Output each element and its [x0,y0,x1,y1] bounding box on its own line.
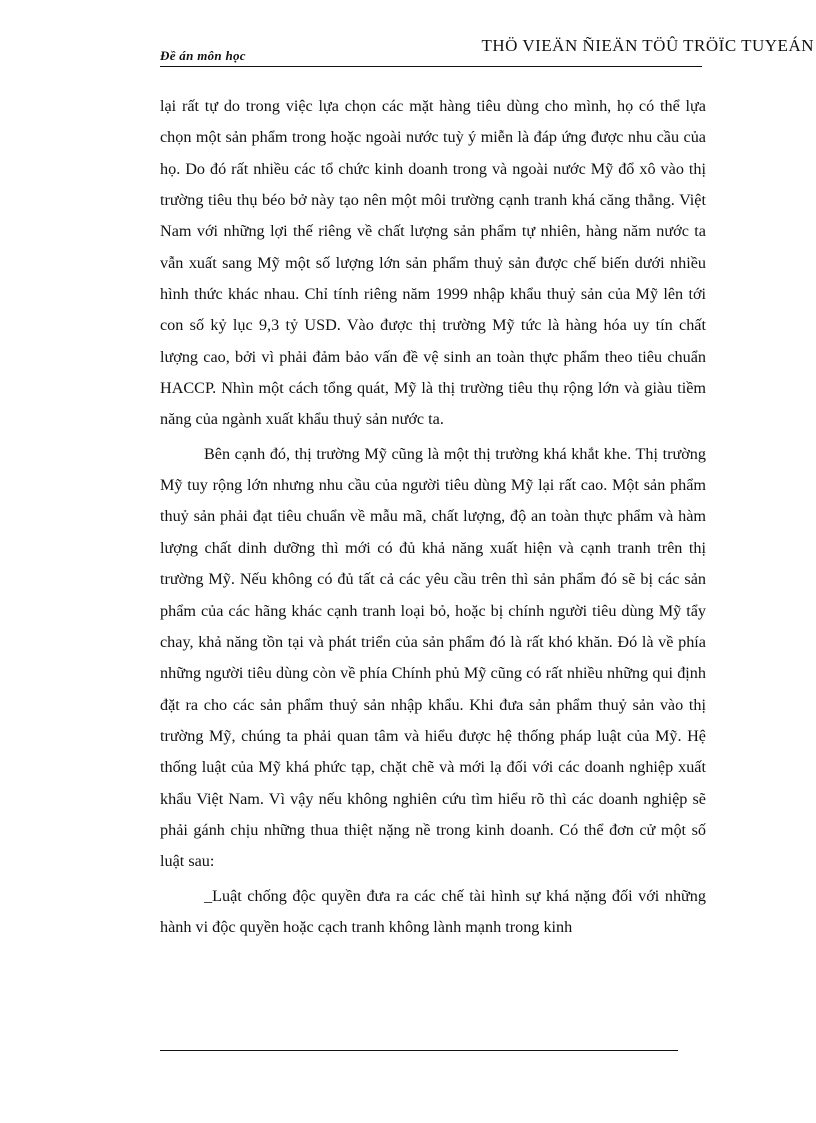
footer-divider [160,1050,678,1051]
body-text [160,91,706,943]
paragraph-market-strictness: Bên cạnh đó, thị trường Mỹ cũng là một thị trường khá khắt khe. Thị trường Mỹ tuy rộng lớn nhưng nhu cầu của người tiêu dùng Mỹ lại rất cao. Một sản phẩm thuỷ sản phải đạt tiêu chuẩn về mẫu mã, chất lượng, độ an toàn thực phẩm và hàm lượng chất dinh dưỡng thì mới có đủ khả năng xuất hiện và cạnh tranh trên thị trường Mỹ. Nếu không có đủ tất cả các yêu cầu trên thì sản phẩm đó sẽ bị các sản phẩm của các hãng khác cạnh tranh loại bỏ, hoặc bị chính người tiêu dùng Mỹ tẩy chay, khả năng tồn tại và phát triển của sản phẩm đó là rất khó khăn. Đó là về phía những người tiêu dùng còn về phía Chính phủ Mỹ cũng có rất nhiều những qui định đặt ra cho các sản phẩm thuỷ sản nhập khẩu. Khi đưa sản phẩm thuỷ sản vào thị trường Mỹ, chúng ta phải quan tâm và hiểu được hệ thống pháp luật của Mỹ. Hệ thống luật của Mỹ khá phức tạp, chặt chẽ và mới lạ đối với các doanh nghiệp xuất khẩu Việt Nam. Vì vậy nếu không nghiên cứu tìm hiểu rõ thì các doanh nghiệp sẽ phải gánh chịu những thua thiệt nặng nề trong kinh doanh. Có thể đơn cử một số luật sau: [160,444,706,871]
header-library-title: THÖ VIEÄN ÑIEÄN TÖÛ TRÖÏC TUYEÁN [481,36,814,55]
header-course-title: Đề án môn học [160,48,246,63]
paragraph-continuation: lại rất tự do trong việc lựa chọn các mặt hàng tiêu dùng cho mình, họ có thể lựa chọn một sản phẩm trong hoặc ngoài nước tuỳ ý miễn là đáp ứng được nhu cầu của họ. Do đó rất nhiều các tổ chức kinh doanh trong và ngoài nước Mỹ đổ xô vào thị trường tiêu thụ béo bở này tạo nên một môi trường cạnh tranh khá căng thẳng. Việt Nam với những lợi thế riêng về chất lượng sản phẩm tự nhiên, hàng năm nước ta vẫn xuất sang Mỹ một số lượng lớn sản phẩm thuỷ sản được chế biến dưới nhiều hình thức khác nhau. Chỉ tính riêng năm 1999 nhập khẩu thuỷ sản của Mỹ lên tới con số kỷ lục 9,3 tỷ USD. Vào được thị trường Mỹ tức là hàng hóa uy tín chất lượng cao, bởi vì phải đảm bảo vấn đề vệ sinh an toàn thực phẩm theo tiêu chuẩn HACCP. Nhìn một cách tổng quát, Mỹ là thị trường tiêu thụ rộng lớn và giàu tiềm năng của ngành xuất khẩu thuỷ sản nước ta. [160,97,706,429]
paragraph-antitrust-law: _Luật chống độc quyền đưa ra các chế tài hình sự khá nặng đối với những hành vi độc quyền hoặc cạch tranh không lành mạnh trong kinh [160,886,706,936]
header-divider [160,66,702,67]
